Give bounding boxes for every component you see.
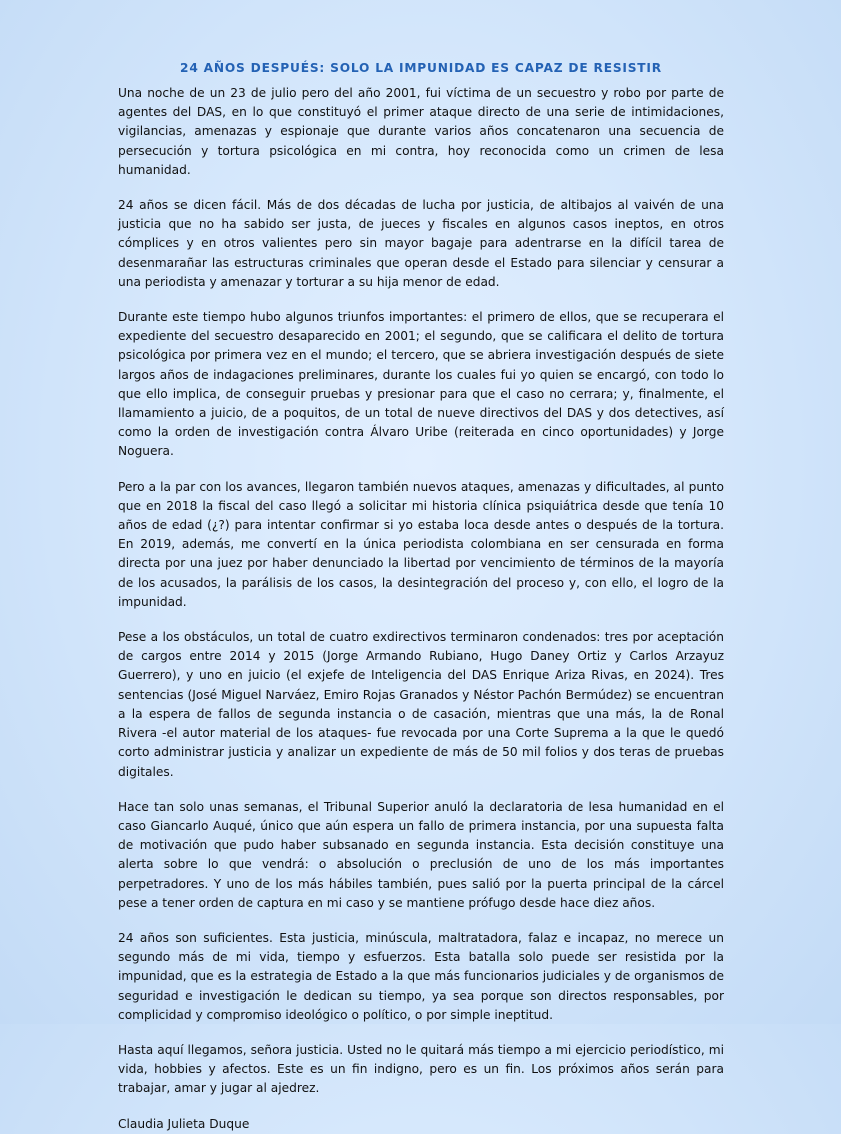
paragraph-2: 24 años se dicen fácil. Más de dos décadas de lucha por justicia, de altibajos al vaivén de una justicia que no ha sabido ser justa, de jueces y fiscales en algunos casos ineptos, en otros cómplices y en otros valientes pero sin mayor bagaje para adentrarse en la difícil tarea de desenmarañar las estructuras criminales que operan desde el Estado para silenciar y censurar a una periodista y amenazar y torturar a su hija menor de edad.	[118, 198, 724, 289]
paragraph-7: 24 años son suficientes. Esta justicia, minúscula, maltratadora, falaz e incapaz, no merece un segundo más de mi vida, tiempo y esfuerzos. Esta batalla solo puede ser resistida por la impunidad, que es la estrategia de Estado a la que más funcionarios judiciales y de organismos de seguridad e investigación le dedican su tiempo, ya sea porque son directos responsables, por complicidad y compromiso ideológico o político, o por simple ineptitud.	[118, 930, 724, 1022]
paragraph-4: Pero a la par con los avances, llegaron también nuevos ataques, amenazas y dificultades, al punto que en 2018 la fiscal del caso llegó a solicitar mi historia clínica psiquiátrica desde que tenía 10 años de edad (¿?) para intentar confirmar si yo estaba loca desde antes o después de la tortura. En 2019, además, me convertí en la única periodista colombiana en ser censurada en forma directa por una juez por haber denunciado la libertad por vencimiento de términos de la mayoría de los acusados, la parálisis de los casos, la desintegración del proceso y, con ello, el logro de la impunidad.	[118, 479, 724, 609]
paragraph-8: Hasta aquí llegamos, señora justicia. Usted no le quitará más tiempo a mi ejercicio periodístico, mi vida, hobbies y afectos. Este es un fin indigno, pero es un fin. Los próximos años serán para trabajar, amar y jugar al ajedrez.	[118, 1042, 724, 1096]
paragraph-5: Pese a los obstáculos, un total de cuatro exdirectivos terminaron condenados: tres por aceptación de cargos entre 2014 y 2015 (Jorge Armando Rubiano, Hugo Daney Ortiz y Carlos Arzayuz Guerrero), y uno en juicio (el exjefe de Inteligencia del DAS Enrique Ariza Rivas, en 2024). Tres sentencias (José Miguel Narváez, Emiro Rojas Granados y Néstor Pachón Bermúdez) se encuentran a la espera de fallos de segunda instancia o de casación, mientras que una más, la de Ronal Rivera -el autor material de los ataques- fue revocada por una Corte Suprema a la que le quedó corto administrar justicia y analizar un expediente de más de 50 mil folios y dos teras de pruebas digitales.	[118, 630, 724, 779]
paragraph-1: Una noche de un 23 de julio pero del año 2001, fui víctima de un secuestro y robo por parte de agentes del DAS, en lo que constituyó el primer ataque directo de una serie de intimidaciones, vigilancias, amenazas y espionaje que durante varios años concatenaron una secuencia de persecución y tortura psicológica en mi contra, hoy reconocida como un crimen de lesa humanidad.	[118, 86, 724, 177]
paragraph-3: Durante este tiempo hubo algunos triunfos importantes: el primero de ellos, que se recuperara el expediente del secuestro desaparecido en 2001; el segundo, que se calificara el delito de tortura psicológica por primera vez en el mundo; el tercero, que se abriera investigación después de siete largos años de indagaciones preliminares, durante los cuales fui yo quien se encargó, con todo lo que ello implica, de conseguir pruebas y presionar para que el caso no cerrara; y, finalmente, el llamamiento a juicio, de a poquitos, de un total de nueve directivos del DAS y dos detectives, así como la orden de investigación contra Álvaro Uribe (reiterada en cinco oportunidades) y Jorge Noguera.	[118, 310, 724, 459]
article	[118, 58, 724, 1134]
author-signature: Claudia Julieta Duque	[118, 1116, 250, 1131]
article-title: 24 AÑOS DESPUÉS: SOLO LA IMPUNIDAD ES CAPAZ DE RESISTIR	[180, 61, 662, 75]
paragraph-6: Hace tan solo unas semanas, el Tribunal Superior anuló la declaratoria de lesa humanidad en el caso Giancarlo Auqué, único que aún espera un fallo de primera instancia, por una supuesta falta de motivación que pudo haber subsanado en segunda instancia. Esta decisión constituye una alerta sobre lo que vendrá: o absolución o preclusión de uno de los más importantes perpetradores. Y uno de los más hábiles también, pues salió por la puerta principal de la cárcel pese a tener orden de captura en mi caso y se mantiene prófugo desde hace diez años.	[118, 799, 724, 910]
